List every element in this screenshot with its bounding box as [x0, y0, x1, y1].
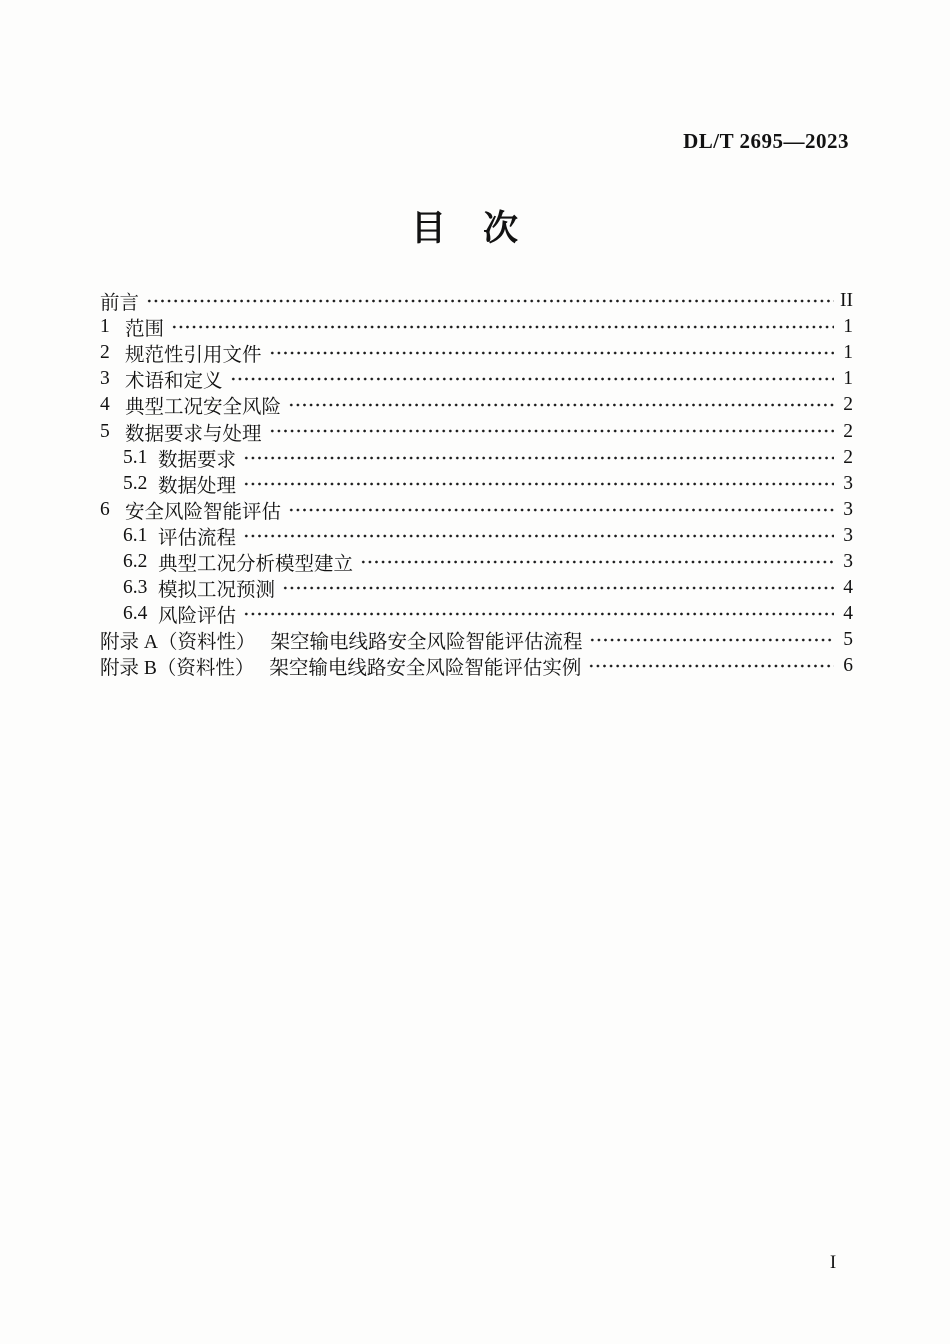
- toc-entry-title: 前言: [100, 293, 140, 315]
- dot-leader-icon: [230, 366, 834, 392]
- dot-leader-icon: [589, 627, 834, 653]
- dot-leader-icon: [288, 392, 834, 418]
- table-of-contents: [100, 288, 853, 679]
- toc-entry-number: 2: [100, 342, 110, 364]
- toc-entry-title: 架空输电线路安全风险智能评估流程: [270, 632, 583, 654]
- toc-entry-page: 3: [843, 498, 853, 520]
- toc-entry-number: 5.1: [123, 446, 148, 468]
- toc-entry-page: 3: [843, 550, 853, 572]
- toc-entry: [100, 340, 853, 366]
- footer-page-number: I: [829, 1252, 837, 1273]
- dot-leader-icon: [243, 471, 834, 497]
- dot-leader-icon: [269, 418, 834, 444]
- toc-entry: [100, 445, 853, 471]
- toc-entry-number: 6.1: [123, 524, 148, 546]
- toc-entry-page: 3: [843, 524, 853, 546]
- toc-entry-number: 附录 B（资料性）: [100, 658, 255, 680]
- toc-entry-page: 6: [843, 655, 853, 677]
- toc-entry-number: 附录 A（资料性）: [100, 632, 256, 654]
- toc-entry: [100, 601, 853, 627]
- toc-entry-number: 6.3: [123, 577, 148, 599]
- toc-entry-title: 数据要求与处理: [125, 423, 262, 445]
- toc-entry-page: 4: [843, 603, 853, 625]
- toc-entry-page: 1: [843, 342, 853, 364]
- toc-entry-page: 1: [843, 316, 853, 338]
- toc-entry: [100, 366, 853, 392]
- toc-entry: [100, 392, 853, 418]
- dot-leader-icon: [269, 340, 834, 366]
- toc-entry: [100, 497, 853, 523]
- toc-entry: [100, 627, 853, 653]
- toc-entry: [100, 653, 853, 679]
- dot-leader-icon: [243, 601, 834, 627]
- toc-entry-page: 4: [843, 577, 853, 599]
- toc-entry-number: 6.2: [123, 550, 148, 572]
- toc-entry-title: 数据处理: [158, 475, 237, 497]
- toc-entry: [100, 418, 853, 444]
- dot-leader-icon: [243, 445, 834, 471]
- toc-entry-title: 典型工况分析模型建立: [158, 553, 354, 575]
- toc-entry: [100, 575, 853, 601]
- toc-entry-title: 安全风险智能评估: [125, 501, 282, 523]
- toc-entry-page: 2: [843, 420, 853, 442]
- toc-entry-page: 3: [843, 472, 853, 494]
- toc-entry-title: 典型工况安全风险: [125, 397, 282, 419]
- toc-entry: [100, 314, 853, 340]
- dot-leader-icon: [146, 288, 834, 314]
- standard-number: DL/T 2695—2023: [683, 129, 849, 153]
- toc-entry-title: 架空输电线路安全风险智能评估实例: [269, 658, 582, 680]
- toc-entry-number: 4: [100, 394, 110, 416]
- page-title: 目 次: [410, 209, 519, 248]
- toc-entry-title: 风险评估: [158, 606, 237, 628]
- toc-entry-title: 模拟工况预测: [158, 580, 276, 602]
- toc-entry-number: 6.4: [123, 603, 148, 625]
- dot-leader-icon: [171, 314, 834, 340]
- toc-entry-number: 5: [100, 420, 110, 442]
- toc-entry-number: 1: [100, 316, 110, 338]
- toc-entry-title: 范围: [125, 319, 165, 341]
- toc-entry-title: 规范性引用文件: [125, 345, 262, 367]
- toc-entry-page: II: [840, 290, 853, 312]
- toc-entry: [100, 471, 853, 497]
- toc-entry: [100, 549, 853, 575]
- toc-entry-page: 2: [843, 394, 853, 416]
- dot-leader-icon: [243, 523, 834, 549]
- dot-leader-icon: [360, 549, 834, 575]
- dot-leader-icon: [588, 653, 834, 679]
- toc-entry-title: 数据要求: [158, 449, 237, 471]
- toc-entry-title: 评估流程: [158, 527, 237, 549]
- toc-entry-number: 6: [100, 498, 110, 520]
- toc-entry-page: 5: [843, 629, 853, 651]
- toc-entry-number: 5.2: [123, 472, 148, 494]
- toc-entry-page: 1: [843, 368, 853, 390]
- toc-entry-number: 3: [100, 368, 110, 390]
- dot-leader-icon: [282, 575, 834, 601]
- toc-entry: [100, 288, 853, 314]
- toc-entry-page: 2: [843, 446, 853, 468]
- toc-entry: [100, 523, 853, 549]
- toc-entry-title: 术语和定义: [125, 371, 223, 393]
- dot-leader-icon: [288, 497, 834, 523]
